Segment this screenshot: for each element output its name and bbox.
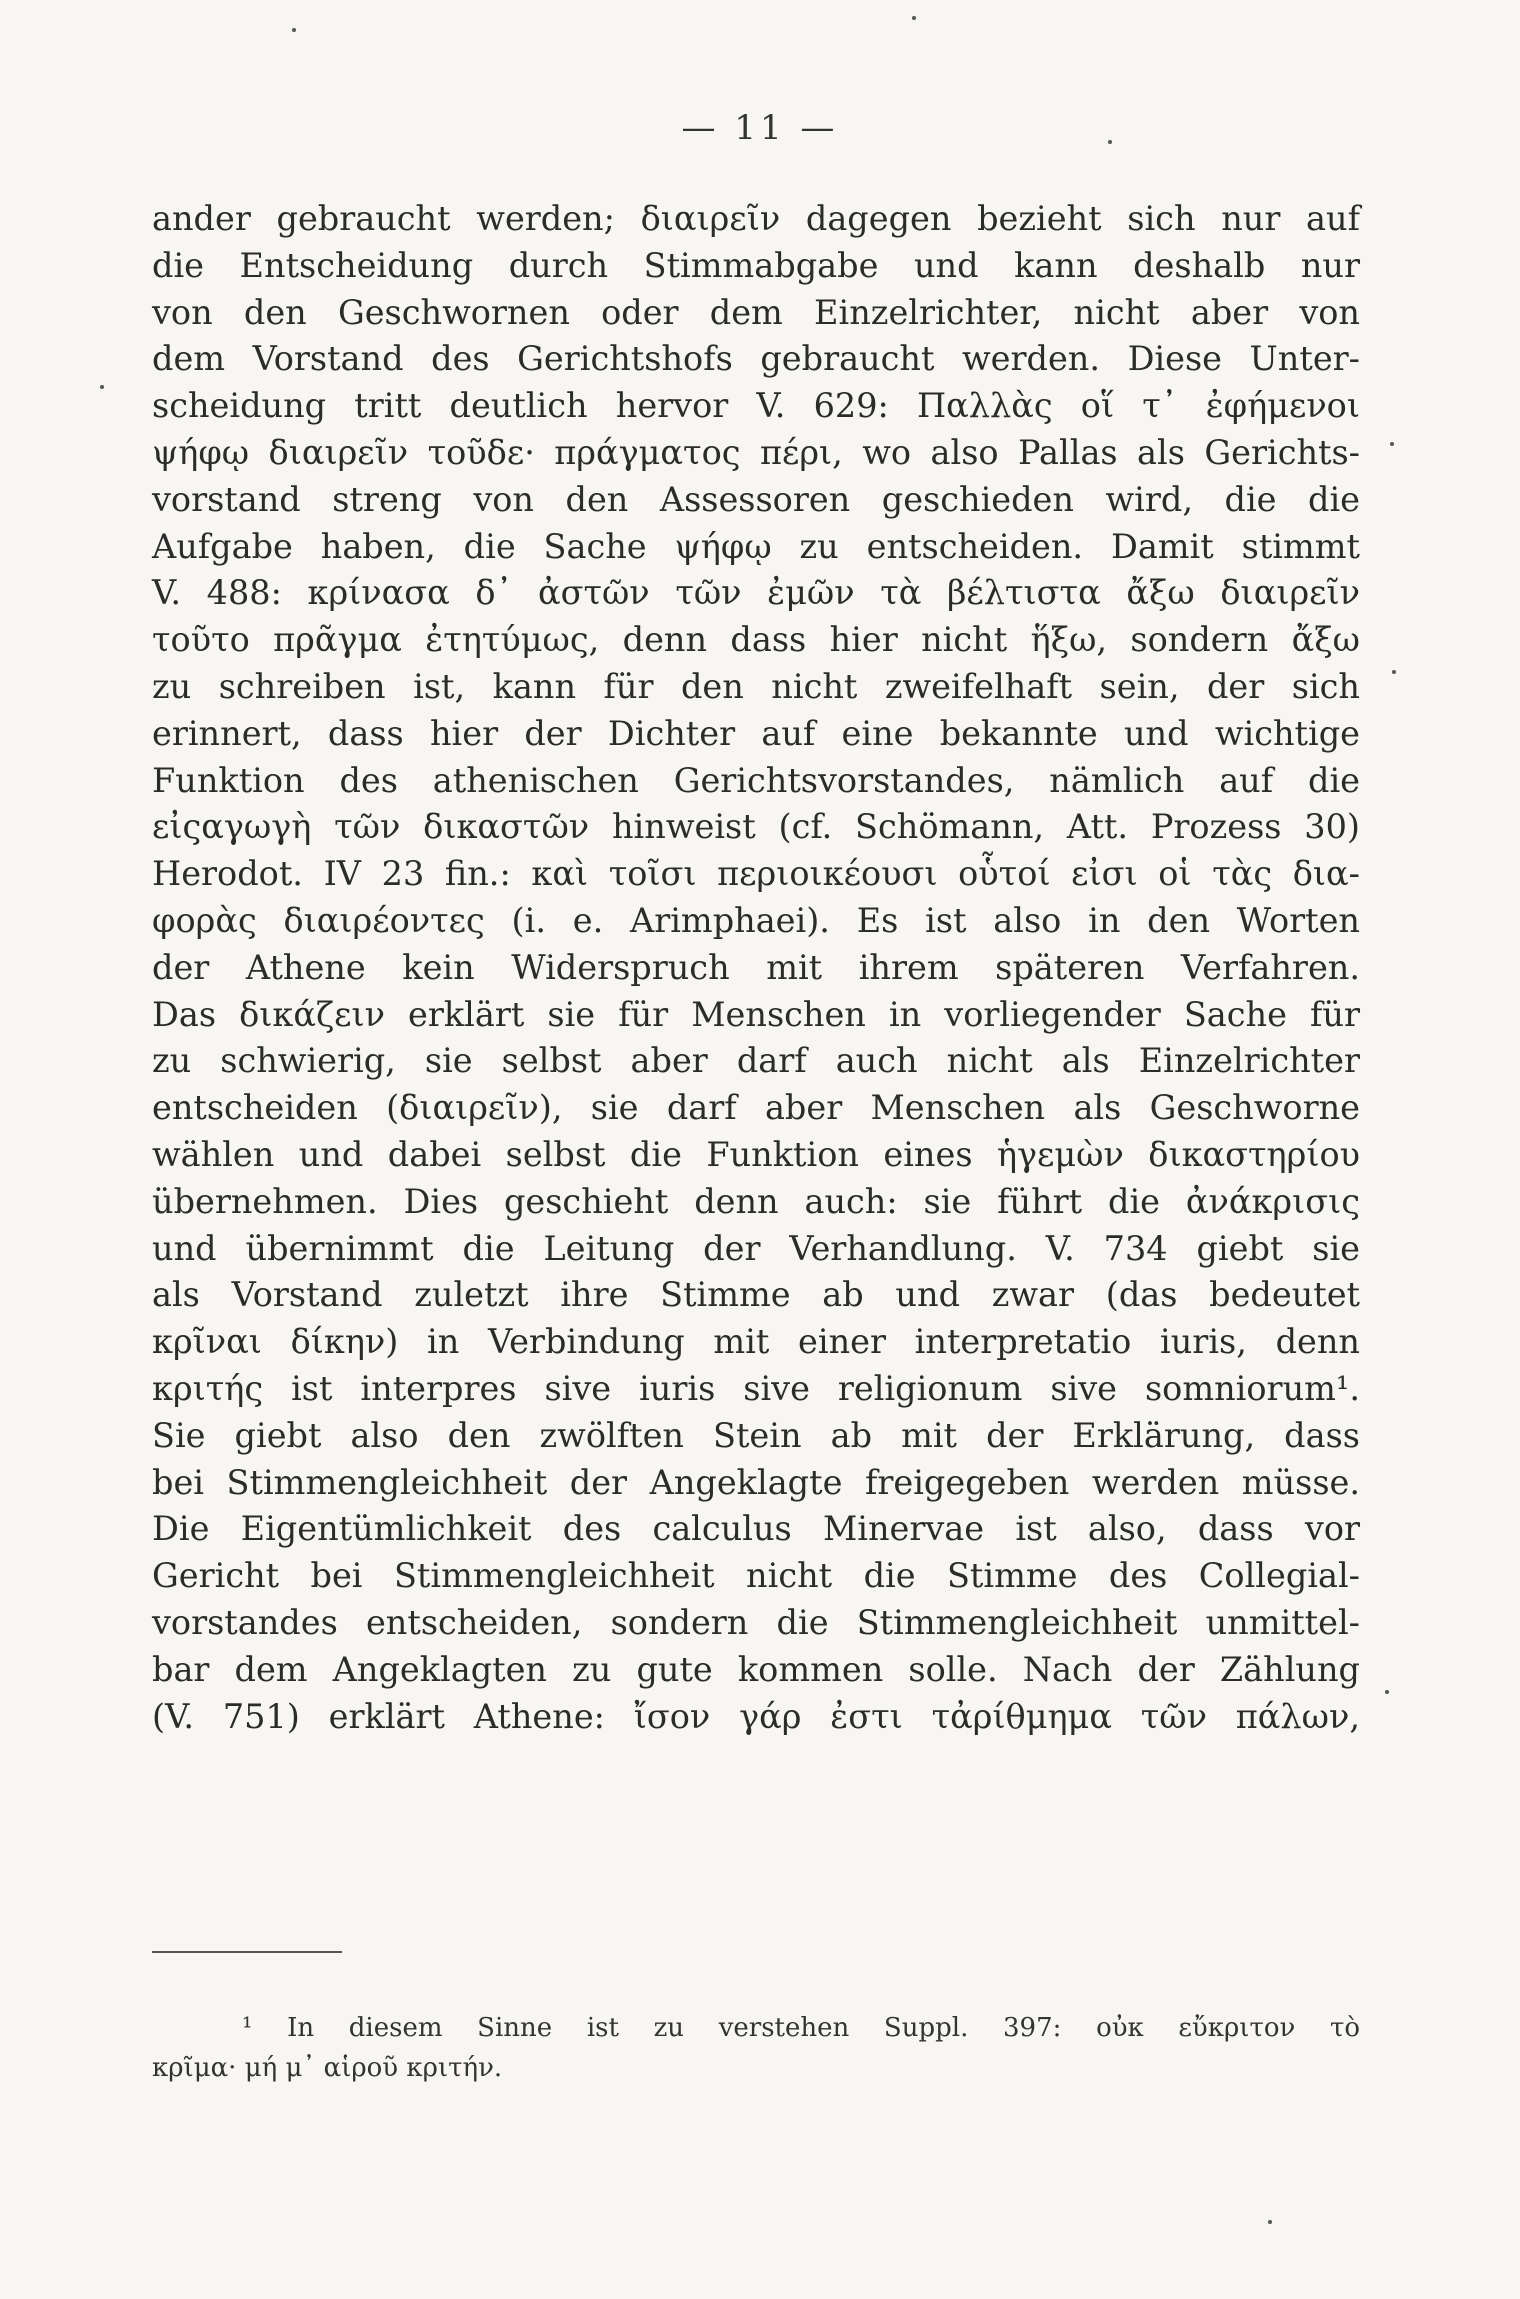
text-line: entscheiden (διαιρεῖν), sie darf aber Menschen als Geschworne: [152, 1088, 1360, 1128]
text-line: Aufgabe haben, die Sache ψήφῳ zu entscheiden. Damit stimmt: [152, 526, 1360, 566]
text-line: κρῖναι δίκην) in Verbindung mit einer interpretatio iuris, denn: [152, 1322, 1360, 1362]
text-line: dem Vorstand des Gerichtshofs gebraucht werden. Diese Unter-: [152, 339, 1360, 379]
scan-speck: [1390, 442, 1394, 446]
text-line: scheidung tritt deutlich hervor V. 629: Παλλὰς οἵ τ᾽ ἐφήμενοι: [152, 386, 1360, 426]
text-line: φορὰς διαιρέοντες (i. e. Arimphaei). Es ist also in den Worten: [152, 900, 1360, 940]
text-line: Gericht bei Stimmengleichheit nicht die Stimme des Collegial-: [152, 1556, 1360, 1596]
page-number: — 11 —: [681, 108, 839, 148]
text-line: Die Eigentümlichkeit des calculus Minervae ist also, dass vor: [152, 1509, 1360, 1549]
text-line: die Entscheidung durch Stimmabgabe und kann deshalb nur: [152, 245, 1360, 285]
text-line: V. 488: κρίνασα δ᾽ ἀστῶν τῶν ἐμῶν τὰ βέλτιστα ἄξω διαιρεῖν: [152, 573, 1360, 613]
text-line: und übernimmt die Leitung der Verhandlung. V. 734 giebt sie: [152, 1228, 1360, 1268]
text-line: ander gebraucht werden; διαιρεῖν dagegen bezieht sich nur auf: [152, 199, 1360, 238]
text-line: von den Geschwornen oder dem Einzelrichter, nicht aber von: [152, 292, 1360, 332]
body-text: [152, 196, 1360, 1740]
text-line: Das δικάζειν erklärt sie für Menschen in vorliegender Sache für: [152, 994, 1360, 1034]
footnote: [152, 2008, 1360, 2088]
text-line: τοῦτο πρᾶγμα ἐτητύμως, denn dass hier nicht ἥξω, sondern ἄξω: [152, 620, 1360, 660]
text-line: zu schreiben ist, kann für den nicht zweifelhaft sein, der sich: [152, 666, 1360, 706]
text-line: erinnert, dass hier der Dichter auf eine bekannte und wichtige: [152, 713, 1360, 753]
text-line: der Athene kein Widerspruch mit ihrem späteren Verfahren.: [152, 947, 1360, 987]
text-line: (V. 751) erklärt Athene: ἴσον γάρ ἐστι τἀρίθμημα τῶν πάλων,: [152, 1696, 1360, 1736]
scan-speck: [1385, 1690, 1389, 1694]
text-line: Funktion des athenischen Gerichtsvorstandes, nämlich auf die: [152, 760, 1360, 800]
text-line: bei Stimmengleichheit der Angeklagte freigegeben werden müsse.: [152, 1462, 1360, 1502]
text-line: zu schwierig, sie selbst aber darf auch nicht als Einzelrichter: [152, 1041, 1360, 1081]
text-line: als Vorstand zuletzt ihre Stimme ab und zwar (das bedeutet: [152, 1275, 1360, 1315]
text-line: ψήφῳ διαιρεῖν τοῦδε· πράγματος πέρι, wo also Pallas als Gerichts-: [152, 432, 1360, 472]
text-line: bar dem Angeklagten zu gute kommen solle. Nach der Zählung: [152, 1649, 1360, 1689]
scan-speck: [292, 28, 296, 32]
scan-speck: [1392, 670, 1396, 674]
scan-speck: [1108, 140, 1112, 144]
scan-speck: [912, 16, 916, 20]
footnote-line: ¹ In diesem Sinne ist zu verstehen Suppl. 397: οὐκ εὔκριτον τὸ: [242, 2013, 1360, 2043]
scan-speck: [1268, 2220, 1272, 2224]
text-line: Sie giebt also den zwölften Stein ab mit der Erklärung, dass: [152, 1415, 1360, 1455]
text-line: wählen und dabei selbst die Funktion eines ἡγεμὼν δικαστηρίου: [152, 1134, 1360, 1174]
text-line: vorstandes entscheiden, sondern die Stimmengleichheit unmittel-: [152, 1602, 1360, 1642]
text-line: übernehmen. Dies geschieht denn auch: sie führt die ἀνάκρισις: [152, 1181, 1360, 1221]
footnote-divider: [152, 1951, 342, 1953]
footnote-line: κρῖμα· μή μ᾽ αἱροῦ κριτήν.: [152, 2053, 503, 2083]
text-line: κριτής ist interpres sive iuris sive religionum sive somniorum¹.: [152, 1368, 1360, 1408]
text-line: εἰςαγωγὴ τῶν δικαστῶν hinweist (cf. Schömann, Att. Prozess 30): [152, 807, 1360, 847]
text-line: Herodot. IV 23 fin.: καὶ τοῖσι περιοικέουσι οὗτοί εἰσι οἱ τὰς δια-: [152, 854, 1360, 894]
scan-speck: [100, 385, 104, 389]
text-line: vorstand streng von den Assessoren geschieden wird, die die: [152, 479, 1360, 519]
